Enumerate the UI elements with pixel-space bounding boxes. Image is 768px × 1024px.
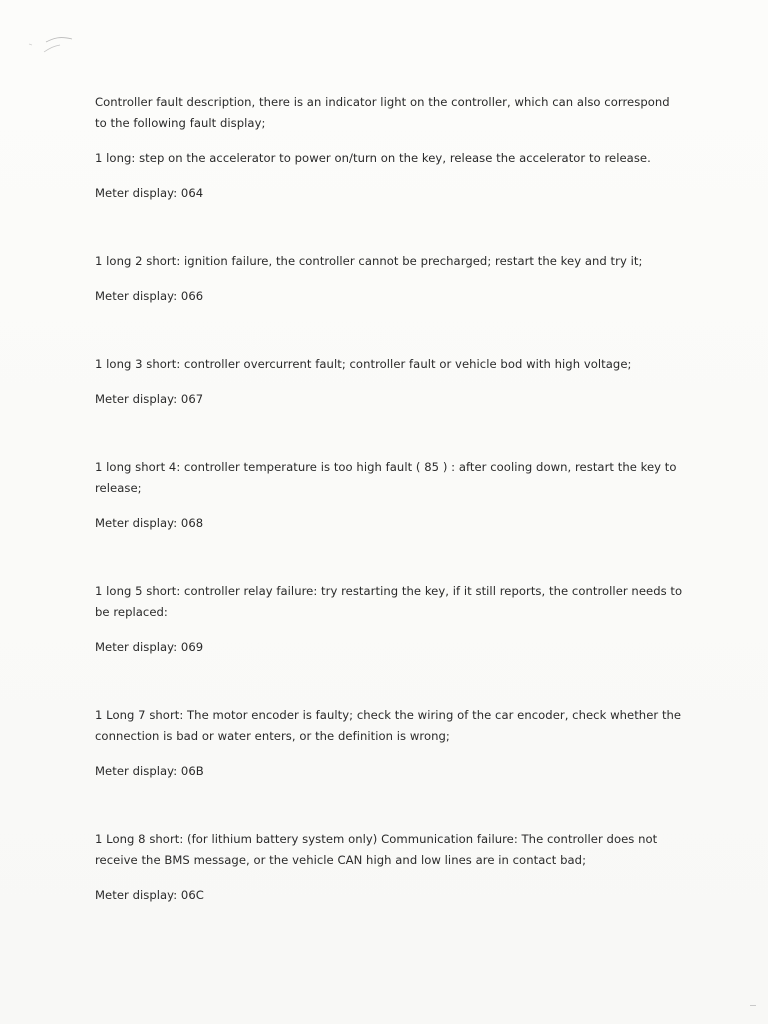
fault-description-text — [95, 92, 685, 906]
scan-edge-mark — [750, 1005, 756, 1006]
fault-entry-1: 1 long: step on the accelerator to power on/turn on the key, release the accelerator to release. — [95, 151, 651, 165]
meter-display-1: Meter display: 064 — [95, 186, 204, 200]
meter-display-7: Meter display: 06C — [95, 888, 204, 902]
fault-entry-5: 1 long 5 short: controller relay failure: try restarting the key, if it still reports, the controller needs to be replaced: — [95, 584, 683, 619]
fault-entry-6: 1 Long 7 short: The motor encoder is faulty; check the wiring of the car encoder, check whether the connection is bad or water enters, or the definition is wrong; — [95, 708, 682, 743]
fault-entry-3: 1 long 3 short: controller overcurrent fault; controller fault or vehicle bod with high voltage; — [95, 357, 632, 371]
fault-entry-4: 1 long short 4: controller temperature is too high fault ( 85 ) : after cooling down, restart the key to release; — [95, 460, 677, 495]
intro-paragraph: Controller fault description, there is an indicator light on the controller, which can also correspond to the following fault display; — [95, 95, 670, 130]
meter-display-5: Meter display: 069 — [95, 640, 204, 654]
meter-display-3: Meter display: 067 — [95, 392, 204, 406]
meter-display-2: Meter display: 066 — [95, 289, 204, 303]
meter-display-6: Meter display: 06B — [95, 764, 204, 778]
meter-display-4: Meter display: 068 — [95, 516, 204, 530]
fault-entry-7: 1 Long 8 short: (for lithium battery system only) Communication failure: The controller does not receive the BMS message, or the vehicle CAN high and low lines are in contact bad; — [95, 832, 658, 867]
fault-entry-2: 1 long 2 short: ignition failure, the controller cannot be precharged; restart the key and try it; — [95, 254, 643, 268]
pen-scribble-mark — [24, 30, 84, 60]
